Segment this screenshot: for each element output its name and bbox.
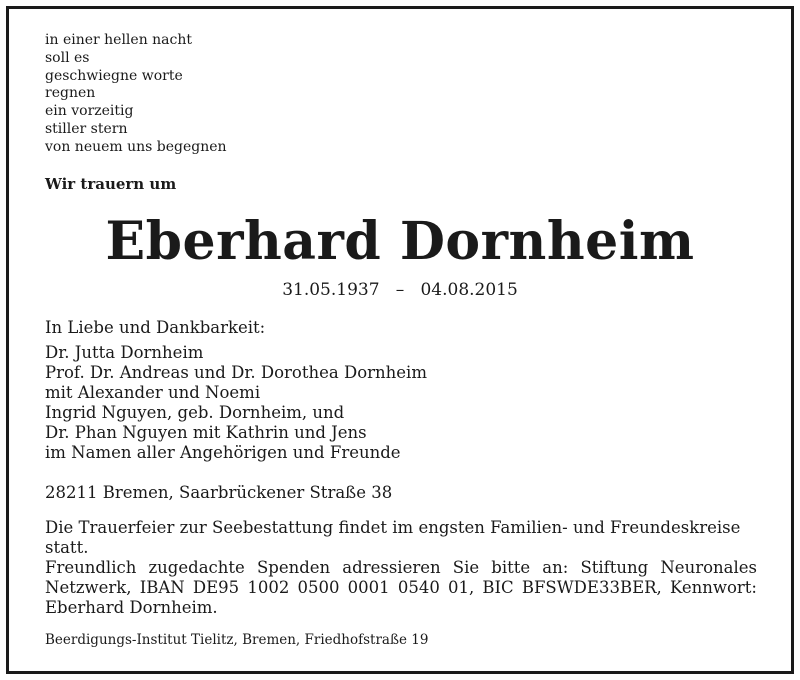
mourning-intro: Wir trauern um: [45, 175, 177, 193]
poem-line: stiller stern: [45, 120, 128, 137]
family-member: Prof. Dr. Andreas und Dr. Dorothea Dornheim: [45, 363, 427, 382]
poem-line: in einer hellen nacht: [45, 32, 193, 48]
poem-line: regnen: [45, 85, 96, 102]
poem-line: von neuem uns begegnen: [45, 138, 227, 155]
poem: [45, 32, 227, 157]
family-list: [45, 343, 757, 463]
poem-line: soll es: [45, 49, 90, 66]
poem-line: geschwiegne worte: [45, 67, 183, 84]
poem-line: ein vorzeitig: [45, 103, 134, 120]
donation-info: Freundlich zugedachte Spenden adressieren Sie bitte an: Stiftung Neuronales Netzwerk, IBAN DE95 1002 0500 0001 0540 01, BIC BFSWDE33BER, Kennwort: Eberhard Dornheim.: [45, 558, 757, 617]
deceased-name: Eberhard Dornheim: [105, 211, 695, 272]
greeting: In Liebe und Dankbarkeit:: [45, 318, 266, 337]
family-member: Ingrid Nguyen, geb. Dornheim, und: [45, 403, 345, 422]
family-member: im Namen aller Angehörigen und Freunde: [45, 443, 401, 462]
obituary-notice: [6, 6, 794, 674]
life-dates: 31.05.1937 – 04.08.2015: [282, 280, 518, 300]
ceremony-info: Die Trauerfeier zur Seebestattung findet im engsten Familien- und Freundeskreise statt.: [45, 518, 741, 557]
funeral-home: Beerdigungs-Institut Tielitz, Bremen, Friedhofstraße 19: [45, 632, 429, 648]
family-member: Dr. Phan Nguyen mit Kathrin und Jens: [45, 423, 367, 442]
family-address: 28211 Bremen, Saarbrückener Straße 38: [45, 483, 393, 502]
family-member: Dr. Jutta Dornheim: [45, 343, 204, 362]
family-member: mit Alexander und Noemi: [45, 383, 261, 402]
